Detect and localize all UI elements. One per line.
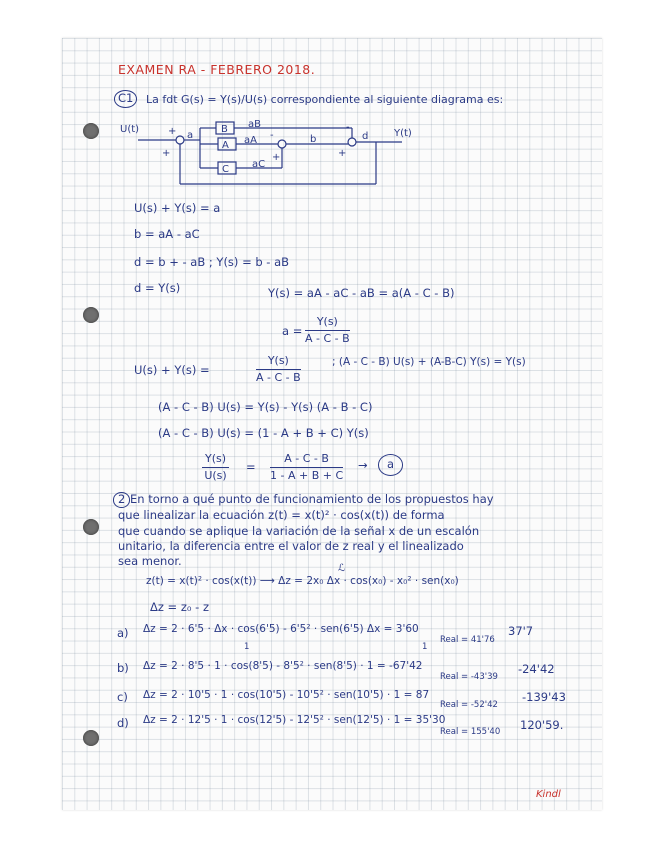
option-d-diff: 120'59. (520, 718, 564, 732)
sign-minus-2: - (346, 122, 350, 133)
q1-line-7: (A - C - B) U(s) = (1 - A + B + C) Y(s) (158, 426, 369, 440)
frac-a (305, 315, 350, 346)
frac-eq-num: Y(s) (256, 354, 301, 370)
option-a-diff: 37'7 (508, 624, 534, 638)
sign-plus-3: + (272, 152, 281, 163)
frac-eq (256, 354, 301, 385)
q2-linearization: z(t) = x(t)² · cos(x(t)) ⟶ Δz = 2x₀ Δx · cos(x₀) - x₀² · sen(x₀) (146, 575, 459, 587)
sign-plus-4: + (338, 148, 347, 159)
sign-plus-2: + (162, 148, 171, 159)
q2-prompt-4: unitario, la diferencia entre el valor de z real y el linealizado (118, 539, 464, 553)
option-c-label: c) (117, 690, 128, 704)
option-a-subscript-2: 1 (422, 642, 428, 652)
signal-aa-label: aA (244, 135, 257, 146)
binder-hole-4 (83, 730, 99, 746)
frac-a-den: A - C - B (305, 331, 350, 345)
signature: Kindl (536, 789, 561, 800)
q1-eq-rhs: ; (A - C - B) U(s) + (A-B-C) Y(s) = Y(s) (332, 356, 526, 368)
result-den-right: 1 - A + B + C (270, 468, 344, 482)
option-c-expr: Δz = 2 · 10'5 · 1 · cos(10'5) - 10'5² · sen(10'5) · 1 = 87 (143, 689, 430, 701)
diagram-input-label: U(t) (120, 124, 140, 135)
option-d-label: d) (117, 716, 129, 730)
result-num-left: Y(s) (202, 452, 229, 468)
q1-line-6: (A - C - B) U(s) = Y(s) - Y(s) (A - B - C) (158, 400, 373, 414)
option-c-real: Real = -52'42 (440, 700, 498, 710)
q2-prompt-1: En torno a qué punto de funcionamiento de los propuestos hay (130, 492, 494, 506)
q1-line-2: b = aA - aC (134, 227, 200, 241)
option-d-expr: Δz = 2 · 12'5 · 1 · cos(12'5) - 12'5² · sen(12'5) · 1 = 35'30 (143, 714, 446, 726)
sign-minus-1: - (270, 130, 274, 141)
result-num-right: A - C - B (270, 452, 343, 468)
option-a-expr: Δz = 2 · 6'5 · Δx · cos(6'5) - 6'5² · sen(6'5) Δx = 3'60 (143, 623, 419, 635)
signal-ac-label: aC (252, 159, 266, 170)
frac-a-num: Y(s) (305, 315, 350, 331)
signal-d-label: d (362, 131, 369, 142)
binder-hole-2 (83, 307, 99, 323)
option-a-subscript: 1 (244, 642, 250, 652)
option-a-real: Real = 41'76 (440, 635, 495, 645)
frac-result-right (270, 452, 343, 483)
block-a-label: A (222, 140, 229, 151)
q1-prompt: La fdt G(s) = Y(s)/U(s) correspondiente al siguiente diagrama es: (146, 93, 504, 106)
result-arrow: → (358, 458, 368, 472)
block-b-label: B (221, 124, 228, 135)
q2-number: 2 (113, 492, 130, 508)
option-a-label: a) (117, 626, 129, 640)
binder-hole-3 (83, 519, 99, 535)
q1-line-1: U(s) + Y(s) = a (134, 201, 221, 215)
q1-line-4: d = Y(s) (134, 281, 181, 295)
option-c-diff: -139'43 (522, 690, 566, 704)
sign-plus-1: + (168, 126, 177, 137)
q2-lin-marker: ℒ (338, 563, 346, 574)
option-b-real: Real = -43'39 (440, 672, 498, 682)
option-b-expr: Δz = 2 · 8'5 · 1 · cos(8'5) - 8'5² · sen(8'5) · 1 = -67'42 (143, 660, 423, 672)
q2-dz-definition: Δz = z₀ - z (150, 600, 209, 614)
signal-b-label: b (310, 134, 317, 145)
binder-hole-1 (83, 123, 99, 139)
q1-number: C1 (114, 90, 137, 108)
block-c-label: C (222, 164, 229, 175)
result-den-left: U(s) (204, 468, 227, 482)
signal-a-label: a (187, 130, 194, 141)
diagram-output-label: Y(t) (394, 128, 412, 139)
result-equals: = (246, 460, 256, 474)
option-d-real: Real = 155'40 (440, 727, 501, 737)
q2-prompt-3: que cuando se aplique la variación de la señal x de un escalón (118, 524, 480, 538)
q1-eq-lhs: U(s) + Y(s) = (134, 363, 210, 377)
q1-line-5: Y(s) = aA - aC - aB = a(A - C - B) (268, 286, 455, 300)
option-b-diff: -24'42 (518, 662, 555, 676)
frac-a-lhs: a = (282, 324, 303, 338)
q1-line-3: d = b + - aB ; Y(s) = b - aB (134, 255, 290, 269)
option-b-label: b) (117, 661, 129, 675)
signal-ab-label: aB (248, 119, 261, 130)
frac-eq-den: A - C - B (256, 370, 301, 384)
q2-prompt-5: sea menor. (118, 554, 182, 568)
q2-prompt-2: que linealizar la ecuación z(t) = x(t)² · cos(x(t)) de forma (118, 508, 445, 522)
frac-result-left (202, 452, 229, 483)
result-answer-tag: a (378, 454, 403, 476)
block-diagram (120, 118, 420, 188)
page-title: EXAMEN RA - FEBRERO 2018. (118, 62, 316, 77)
